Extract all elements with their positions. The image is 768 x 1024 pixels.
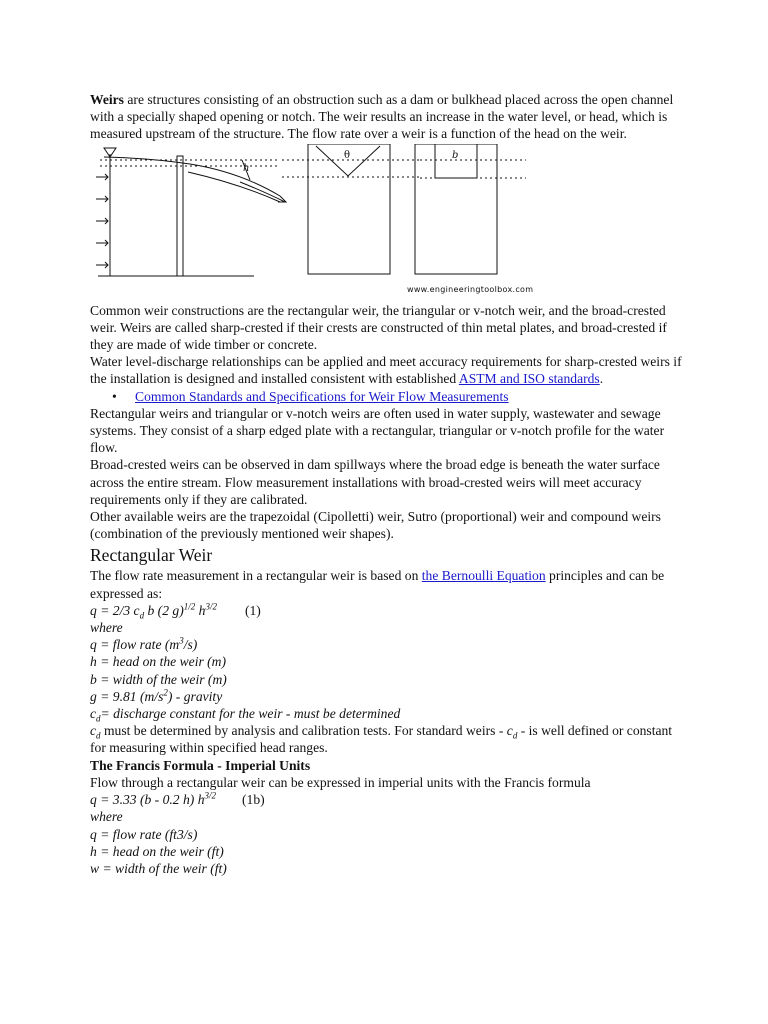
eq-part: h: [195, 602, 206, 618]
equation-number: (1): [244, 602, 261, 618]
weir-types-paragraph: Common weir constructions are the rectangular weir, the triangular or v-notch weir, and the broad-crested weir. Weirs are called sharp-crested if their crests are constructed of thin metal plates, and broad-crested if they are made of wide timber or concrete.: [90, 302, 667, 353]
eq-sup: 3/2: [205, 601, 217, 612]
cd-part: - is well defined or constant for measuring within specified head ranges.: [90, 723, 673, 756]
label-h: h: [243, 162, 250, 174]
where-label: where: [90, 620, 123, 636]
var-part: c: [90, 706, 97, 722]
eq-part: q = 2/3 c: [90, 602, 140, 618]
intro-paragraph: [90, 91, 690, 143]
francis-var-h: h = head on the weir (ft): [90, 843, 224, 859]
francis-var-w: w = width of the weir (ft): [90, 860, 227, 876]
var-part: /s): [183, 637, 198, 653]
eq-part: q = 3.33 (b - 0.2 h) h: [90, 792, 205, 808]
broad-crested-paragraph: Broad-crested weirs can be observed in dam spillways where the broad edge is beneath the water surface across the entire stream. Flow measurement installations with broad-crested weirs will meet accuracy requirements only if they are calibrated.: [90, 457, 660, 507]
var-q: [90, 636, 690, 653]
var-cd: [90, 705, 690, 722]
var-sup: 2: [163, 687, 168, 698]
francis-where: where: [90, 809, 123, 825]
standards-end: .: [599, 371, 604, 387]
weir-standards-link[interactable]: Common Standards and Specifications for Weir Flow Measurements: [135, 388, 509, 404]
var-part: g = 9.81 (m/s: [90, 688, 164, 704]
cd-part: c: [90, 723, 97, 739]
eq-sub: d: [139, 610, 145, 621]
weir-figure: [90, 144, 550, 296]
rect-intro: [90, 567, 690, 601]
rect-intro-a: The flow rate measurement in a rectangular weir is based on: [90, 568, 422, 584]
sharp-weirs-paragraph: Rectangular weirs and triangular or v-notch weirs are often used in water supply, wastewater and sewage systems. They consist of a sharp edged plate with a rectangular, triangular or v-notch profile for the water flow.: [90, 405, 665, 456]
rect-intro-b: principles and can be expressed as:: [90, 568, 665, 601]
cd-paragraph: [90, 722, 690, 756]
equation-number: (1b): [242, 792, 265, 808]
francis-heading: The Francis Formula - Imperial Units: [90, 757, 311, 773]
francis-intro: Flow through a rectangular weir can be expressed in imperial units with the Francis formula: [90, 774, 591, 790]
eq-sup: 1/2: [183, 601, 196, 612]
francis-var-q: q = flow rate (ft3/s): [90, 826, 198, 842]
var-h: h = head on the weir (m): [90, 654, 227, 670]
standards-text: Water level-discharge relationships can be applied and meet accuracy requirements for sharp-crested weirs if the installation is designed and installed consistent with established: [90, 354, 682, 387]
francis-equation: [90, 791, 690, 808]
astm-iso-link[interactable]: ASTM and ISO standards: [458, 371, 600, 387]
var-b: b = width of the weir (m): [90, 671, 227, 687]
label-b: b: [452, 149, 459, 161]
intro-lead: Weirs: [90, 92, 124, 107]
flow-arrow-icons: [96, 174, 108, 268]
intro-text: are structures consisting of an obstruction such as a dam or bulkhead placed across the open channel with a specially shaped opening or notch. The weir results an increase in the water level, or head, which is measured upstream of the structure. The flow rate over a weir is a function of the head on the weir.: [90, 92, 674, 142]
standards-paragraph: [90, 353, 690, 387]
cd-part: must be determined by analysis and calibration tests. For standard weirs -: [100, 723, 507, 739]
label-theta: θ: [344, 149, 351, 161]
var-sup: 3: [179, 635, 184, 646]
eq-sup: 3/2: [204, 790, 217, 801]
weir-diagram: [90, 144, 550, 296]
var-part: ) - gravity: [167, 688, 223, 704]
bernoulli-link[interactable]: the Bernoulli Equation: [421, 568, 546, 584]
cd-sub: d: [512, 731, 518, 741]
rectangular-weir-heading: Rectangular Weir: [90, 545, 213, 566]
cd-sub: d: [96, 731, 101, 741]
var-sub: d: [96, 713, 101, 724]
standards-list: [90, 388, 690, 405]
figure-credit: www.engineeringtoolbox.com: [407, 284, 534, 294]
cd-part: c: [506, 723, 513, 739]
list-item: [90, 388, 690, 405]
var-part: q = flow rate (m: [90, 637, 180, 653]
var-part: = discharge constant for the weir - must be determined: [100, 706, 401, 722]
document-body: [90, 91, 690, 877]
var-g: [90, 688, 690, 705]
rect-equation: [90, 602, 690, 619]
other-weirs-paragraph: Other available weirs are the trapezoidal (Cipolletti) weir, Sutro (proportional) weir and compound weirs (combination of the previously mentioned weir shapes).: [90, 509, 661, 542]
eq-part: b (2 g): [144, 602, 184, 618]
